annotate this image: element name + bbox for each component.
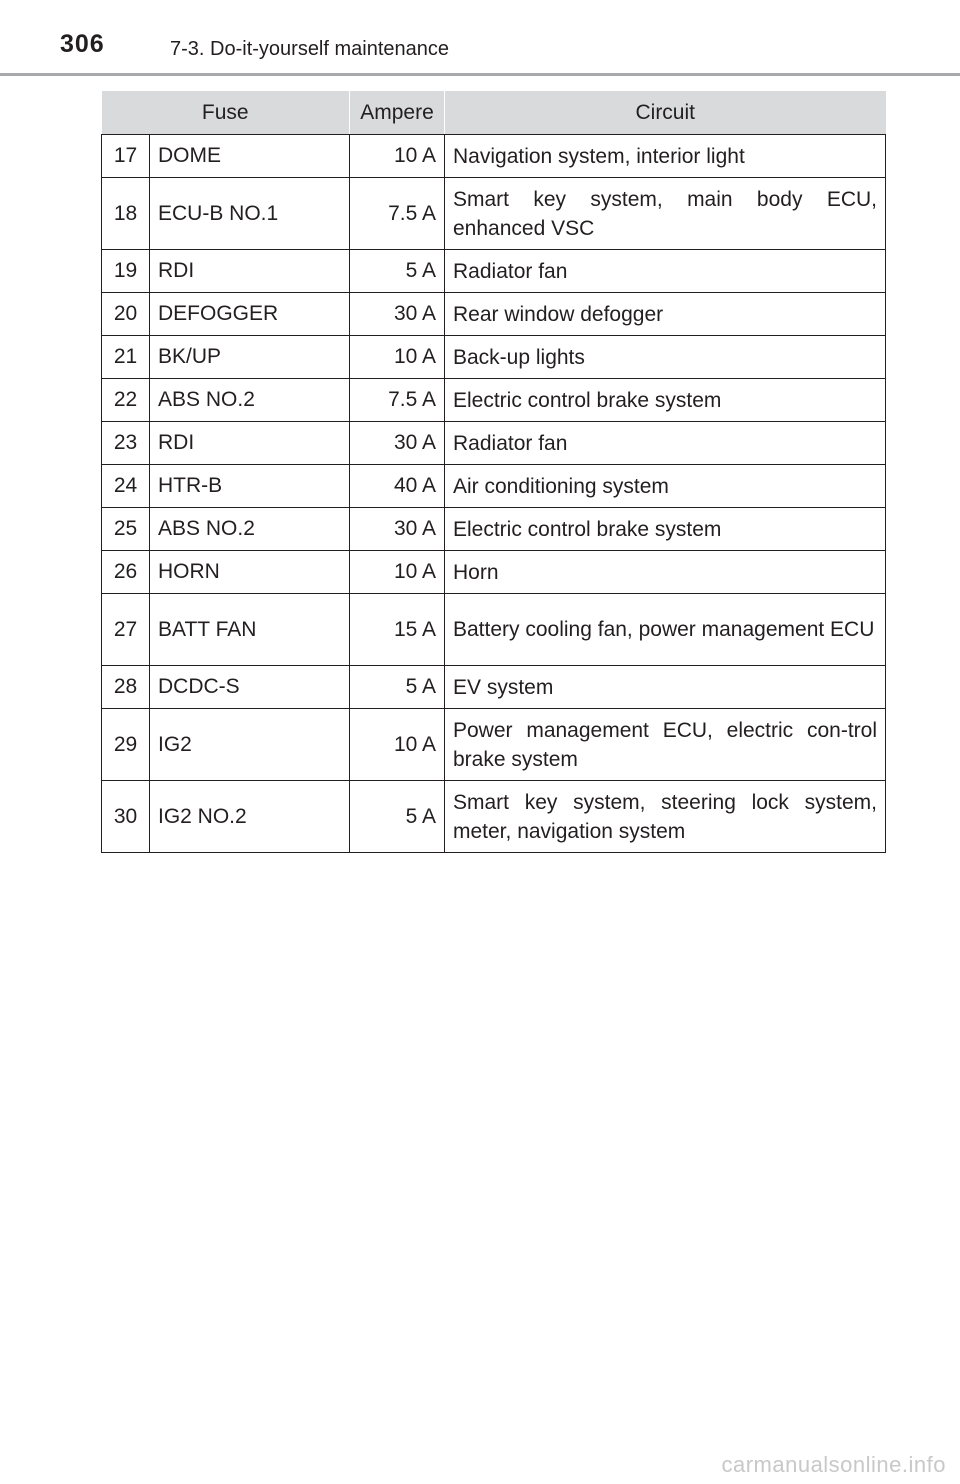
fuse-number: 30 (102, 781, 150, 853)
table-row (102, 594, 886, 666)
table-row (102, 135, 886, 178)
fuse-ampere: 10 A (350, 551, 445, 594)
fuse-number: 18 (102, 178, 150, 250)
fuse-name: DCDC-S (150, 666, 350, 709)
fuse-number: 22 (102, 379, 150, 422)
fuse-circuit: Electric control brake system (445, 379, 886, 422)
table-row (102, 178, 886, 250)
fuse-name: BK/UP (150, 336, 350, 379)
fuse-ampere: 15 A (350, 594, 445, 666)
table-row (102, 336, 886, 379)
column-header-ampere: Ampere (350, 91, 445, 135)
column-header-circuit: Circuit (445, 91, 886, 135)
section-title: 7-3. Do-it-yourself maintenance (170, 38, 450, 60)
fuse-ampere: 30 A (350, 422, 445, 465)
fuse-ampere: 10 A (350, 135, 445, 178)
fuse-circuit: Smart key system, steering lock system, meter, navigation system (445, 781, 886, 853)
fuse-name: DOME (150, 135, 350, 178)
table-row (102, 250, 886, 293)
page-header (0, 0, 960, 76)
fuse-number: 17 (102, 135, 150, 178)
fuse-circuit: Rear window defogger (445, 293, 886, 336)
fuse-name: RDI (150, 250, 350, 293)
table-row (102, 551, 886, 594)
fuse-name: IG2 NO.2 (150, 781, 350, 853)
fuse-circuit: Radiator fan (445, 250, 886, 293)
fuse-ampere: 30 A (350, 293, 445, 336)
fuse-circuit: Horn (445, 551, 886, 594)
fuse-circuit: Power management ECU, electric con-trol brake system (445, 709, 886, 781)
fuse-name: DEFOGGER (150, 293, 350, 336)
table-row (102, 379, 886, 422)
table-header-row (102, 91, 886, 135)
fuse-number: 24 (102, 465, 150, 508)
fuse-circuit: Radiator fan (445, 422, 886, 465)
fuse-ampere: 10 A (350, 709, 445, 781)
fuse-number: 23 (102, 422, 150, 465)
fuse-circuit: EV system (445, 666, 886, 709)
fuse-name: ABS NO.2 (150, 508, 350, 551)
table-row (102, 508, 886, 551)
table-row (102, 709, 886, 781)
fuse-number: 20 (102, 293, 150, 336)
fuse-number: 25 (102, 508, 150, 551)
fuse-number: 21 (102, 336, 150, 379)
table-row (102, 781, 886, 853)
fuse-number: 26 (102, 551, 150, 594)
table-row (102, 465, 886, 508)
fuse-number: 28 (102, 666, 150, 709)
fuse-circuit: Electric control brake system (445, 508, 886, 551)
page-number: 306 (60, 30, 105, 58)
fuse-circuit: Navigation system, interior light (445, 135, 886, 178)
fuse-ampere: 5 A (350, 781, 445, 853)
fuse-name: RDI (150, 422, 350, 465)
fuse-name: ECU-B NO.1 (150, 178, 350, 250)
fuse-ampere: 5 A (350, 666, 445, 709)
fuse-name: HORN (150, 551, 350, 594)
table-row (102, 422, 886, 465)
fuse-name: BATT FAN (150, 594, 350, 666)
fuse-number: 19 (102, 250, 150, 293)
fuse-ampere: 40 A (350, 465, 445, 508)
fuse-name: IG2 (150, 709, 350, 781)
fuse-ampere: 30 A (350, 508, 445, 551)
fuse-circuit: Back-up lights (445, 336, 886, 379)
fuse-circuit: Battery cooling fan, power management ECU (445, 594, 886, 666)
fuse-ampere: 5 A (350, 250, 445, 293)
fuse-ampere: 10 A (350, 336, 445, 379)
fuse-circuit: Air conditioning system (445, 465, 886, 508)
fuse-name: ABS NO.2 (150, 379, 350, 422)
table-row (102, 666, 886, 709)
table-row (102, 293, 886, 336)
watermark: carmanualsonline.info (721, 1452, 946, 1477)
fuse-table (101, 91, 886, 853)
column-header-fuse: Fuse (102, 91, 350, 135)
fuse-number: 29 (102, 709, 150, 781)
fuse-ampere: 7.5 A (350, 379, 445, 422)
fuse-name: HTR-B (150, 465, 350, 508)
fuse-ampere: 7.5 A (350, 178, 445, 250)
fuse-circuit: Smart key system, main body ECU, enhanced VSC (445, 178, 886, 250)
fuse-number: 27 (102, 594, 150, 666)
